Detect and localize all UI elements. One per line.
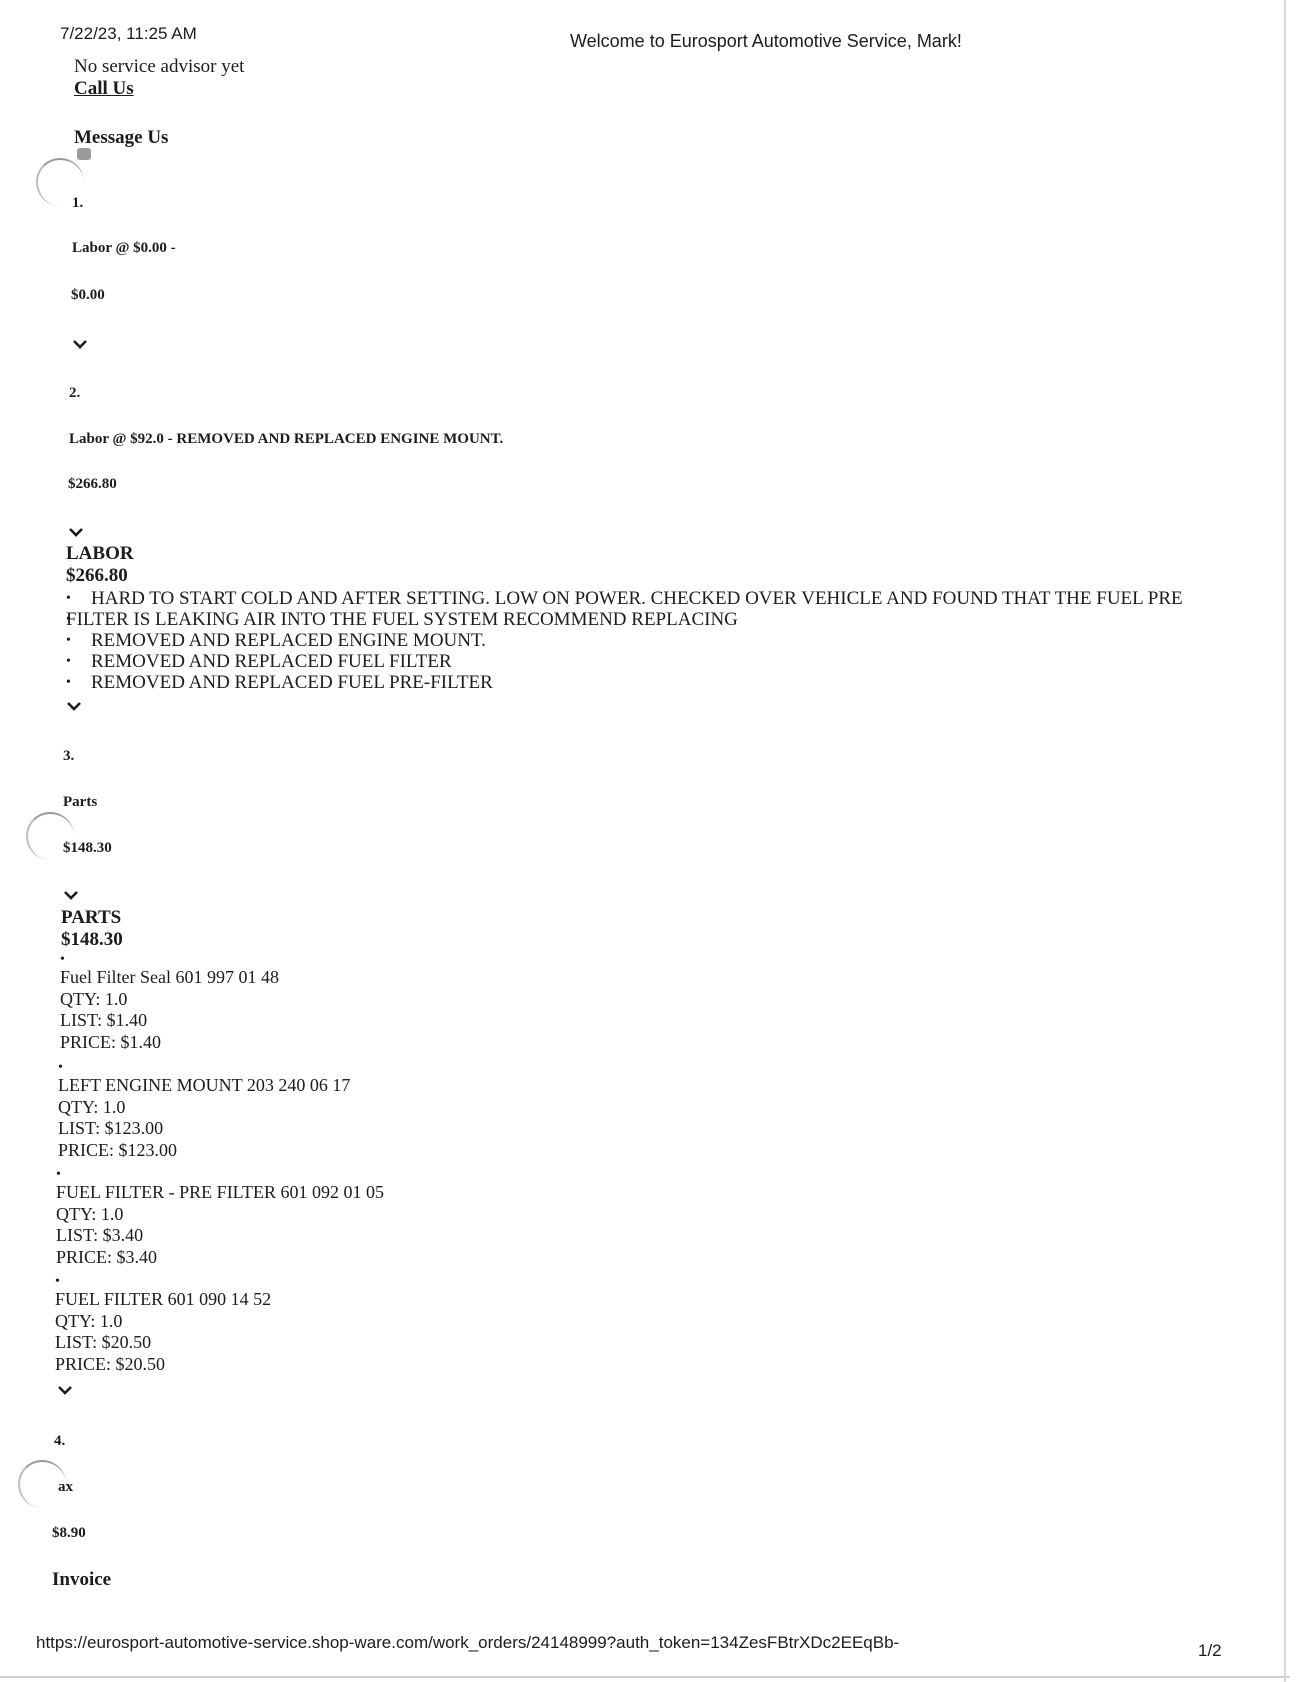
chevron-down-icon[interactable] <box>68 526 84 538</box>
chevron-down-icon[interactable] <box>66 700 82 712</box>
line-number: 2. <box>69 385 81 401</box>
page-url: https://eurosport-automotive-service.shop-ware.com/work_orders/24148999?auth_token=134ZesFBtrXDc2EEqBb- <box>36 1633 900 1652</box>
part-qty: QTY: 1.0 <box>58 1096 126 1117</box>
part-list-price: LIST: $1.40 <box>60 1010 148 1030</box>
part-qty: QTY: 1.0 <box>55 1310 123 1331</box>
scan-edge <box>0 1676 1290 1678</box>
invoice-heading: Invoice <box>52 1569 112 1590</box>
bullet: • <box>55 1274 60 1289</box>
line-title: Parts <box>63 794 98 810</box>
part-item <box>55 1275 271 1375</box>
chevron-down-icon[interactable] <box>57 1384 73 1396</box>
bullet: • <box>56 1167 61 1182</box>
labor-item: • HARD TO START COLD AND AFTER SETTING. LOW ON POWER. CHECKED OVER VEHICLE AND FOUND THAT THE FUEL PRE <box>66 588 1216 609</box>
scan-edge <box>1284 0 1286 1682</box>
line-number: 4. <box>54 1433 66 1449</box>
bullet: • <box>58 1060 63 1075</box>
labor-item-continued: • FILTER IS LEAKING AIR INTO THE FUEL SYSTEM RECOMMEND REPLACING <box>66 609 1216 630</box>
labor-item-list <box>66 588 1216 693</box>
parts-total: $148.30 <box>61 929 123 950</box>
line-price: $8.90 <box>52 1525 86 1541</box>
print-datetime: 7/22/23, 11:25 AM <box>60 24 197 43</box>
labor-item: • REMOVED AND REPLACED FUEL FILTER <box>66 651 1216 672</box>
part-list-price: LIST: $20.50 <box>55 1332 152 1352</box>
part-item <box>60 953 279 1053</box>
line-title: Labor @ $92.0 - REMOVED AND REPLACED ENGINE MOUNT. <box>69 431 504 447</box>
labor-total: $266.80 <box>66 565 128 586</box>
part-price: PRICE: $1.40 <box>60 1031 162 1052</box>
part-name: Fuel Filter Seal 601 997 01 48 <box>60 967 279 987</box>
labor-heading: LABOR <box>66 543 134 564</box>
chevron-down-icon[interactable] <box>72 338 88 350</box>
welcome-message: Welcome to Eurosport Automotive Service, Mark! <box>570 31 962 51</box>
line-title: Labor @ $0.00 - <box>72 240 176 256</box>
line-price: $266.80 <box>68 476 117 492</box>
part-name: FUEL FILTER 601 090 14 52 <box>55 1289 272 1309</box>
part-item <box>56 1168 384 1268</box>
call-us-link[interactable]: Call Us <box>74 78 134 99</box>
labor-item: • REMOVED AND REPLACED FUEL PRE-FILTER <box>66 672 1216 693</box>
line-price: $148.30 <box>63 840 112 856</box>
message-us-link[interactable]: Message Us <box>74 127 169 148</box>
bullet: • <box>60 952 65 967</box>
part-price: PRICE: $3.40 <box>56 1246 158 1267</box>
message-icon[interactable] <box>77 148 91 160</box>
part-list-price: LIST: $3.40 <box>56 1225 144 1245</box>
line-number: 3. <box>63 748 75 764</box>
service-advisor-status: No service advisor yet <box>74 56 245 77</box>
part-qty: QTY: 1.0 <box>56 1203 124 1224</box>
part-item <box>58 1061 350 1161</box>
line-price: $0.00 <box>71 287 105 303</box>
labor-item: • REMOVED AND REPLACED ENGINE MOUNT. <box>66 630 1216 651</box>
part-list-price: LIST: $123.00 <box>58 1118 164 1138</box>
parts-heading: PARTS <box>61 907 122 928</box>
part-price: PRICE: $20.50 <box>55 1353 166 1374</box>
line-number: 1. <box>72 195 84 211</box>
part-name: FUEL FILTER - PRE FILTER 601 092 01 05 <box>56 1182 385 1202</box>
line-title: ax <box>58 1479 73 1495</box>
part-qty: QTY: 1.0 <box>60 988 128 1009</box>
part-price: PRICE: $123.00 <box>58 1139 178 1160</box>
part-name: LEFT ENGINE MOUNT 203 240 06 17 <box>58 1075 351 1095</box>
chevron-down-icon[interactable] <box>63 889 79 901</box>
page-number: 1/2 <box>1198 1641 1222 1660</box>
